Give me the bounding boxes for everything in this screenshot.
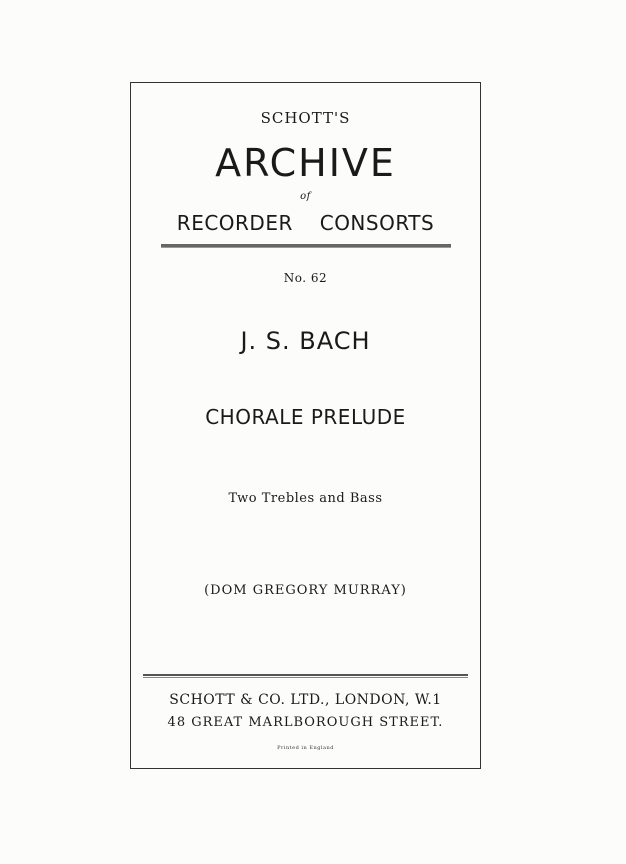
- publisher-heading: SCHOTT'S: [260, 109, 351, 127]
- series-title: ARCHIVE: [215, 141, 396, 185]
- title-rule: [161, 244, 451, 248]
- arranger: (DOM GREGORY MURRAY): [204, 583, 407, 598]
- series-of: of: [300, 191, 311, 202]
- printed-in-note: Printed in England: [277, 745, 334, 751]
- scoring: Two Trebles and Bass: [228, 491, 383, 506]
- work-title: CHORALE PRELUDE: [205, 405, 406, 429]
- publisher-address: 48 GREAT MARLBOROUGH STREET.: [167, 715, 444, 730]
- imprint-rule: [143, 674, 468, 678]
- score-cover: [130, 82, 481, 769]
- series-subtitle: RECORDER CONSORTS: [176, 211, 435, 235]
- edition-number: No. 62: [283, 271, 328, 285]
- composer-name: J. S. BACH: [240, 327, 371, 355]
- publisher-imprint: SCHOTT & CO. LTD., LONDON, W.1: [169, 692, 442, 708]
